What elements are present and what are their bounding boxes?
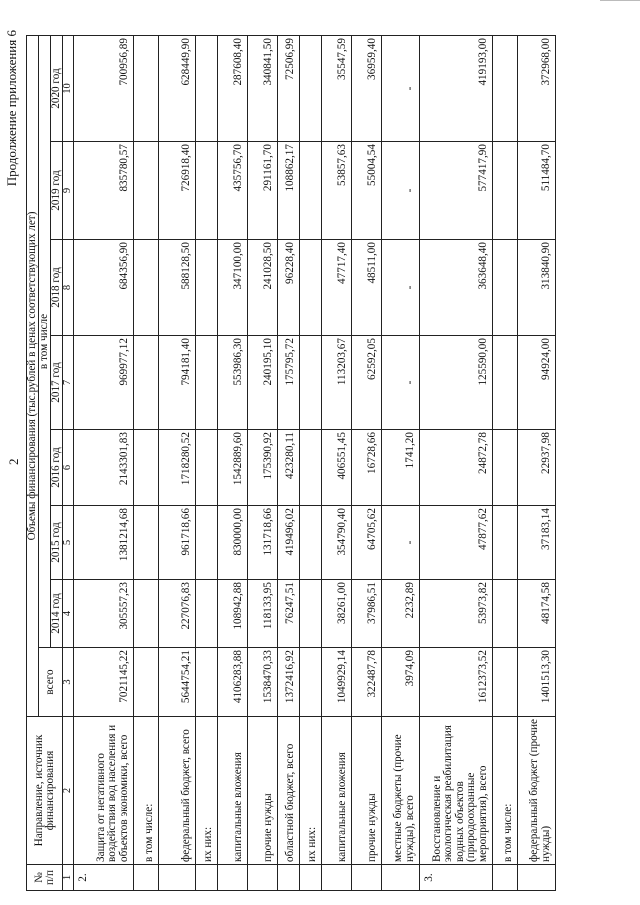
year-value-cell — [134, 36, 159, 142]
year-value-cell — [493, 336, 518, 430]
year-value-cell — [196, 336, 218, 430]
total-cell: 1049929,14 — [322, 648, 352, 717]
year-value-cell: 726918,40 — [159, 142, 196, 240]
header-year: 2015 год — [51, 506, 63, 580]
table-row — [218, 36, 248, 891]
column-number: 8 — [63, 240, 74, 336]
year-value-cell — [493, 36, 518, 142]
year-value-cell: 175795,72 — [278, 336, 300, 430]
year-value-cell — [300, 142, 322, 240]
year-value-cell: 22937,98 — [518, 430, 556, 506]
column-number: 10 — [63, 36, 74, 142]
header-year: 2017 год — [51, 336, 63, 430]
year-value-cell — [134, 506, 159, 580]
year-value-cell: 53857,63 — [322, 142, 352, 240]
row-number — [518, 865, 556, 891]
total-cell: 5644754,21 — [159, 648, 196, 717]
year-value-cell: 969977,12 — [74, 336, 134, 430]
year-value-cell — [196, 36, 218, 142]
table-row — [420, 36, 493, 891]
column-number: 7 — [63, 336, 74, 430]
table-row — [196, 36, 218, 891]
year-value-cell: 2232,89 — [382, 580, 420, 648]
header-year: 2016 год — [51, 430, 63, 506]
header-no: № п/п — [27, 865, 63, 891]
year-value-cell: 684356,90 — [74, 240, 134, 336]
total-cell: 1372416,92 — [278, 648, 300, 717]
year-value-cell: - — [382, 240, 420, 336]
year-value-cell: - — [382, 336, 420, 430]
year-value-cell: 227076,83 — [159, 580, 196, 648]
year-value-cell: 313840,90 — [518, 240, 556, 336]
year-value-cell: 76247,51 — [278, 580, 300, 648]
year-value-cell: 577417,90 — [420, 142, 493, 240]
year-value-cell: 131718,66 — [248, 506, 278, 580]
row-label: федеральный бюджет, всего — [159, 717, 196, 865]
year-value-cell: - — [382, 142, 420, 240]
year-value-cell: 354790,40 — [322, 506, 352, 580]
total-cell: 1538470,33 — [248, 648, 278, 717]
year-value-cell — [196, 430, 218, 506]
row-number — [300, 865, 322, 891]
row-number — [196, 865, 218, 891]
table-row — [248, 36, 278, 891]
year-value-cell: 419496,02 — [278, 506, 300, 580]
column-number: 3 — [63, 648, 74, 717]
year-value-cell: 423280,11 — [278, 430, 300, 506]
column-number: 5 — [63, 506, 74, 580]
total-cell — [196, 648, 218, 717]
year-value-cell: 48511,00 — [352, 240, 382, 336]
year-value-cell: 64705,62 — [352, 506, 382, 580]
column-number: 9 — [63, 142, 74, 240]
year-value-cell: 435756,70 — [218, 142, 248, 240]
year-value-cell: - — [382, 36, 420, 142]
row-number — [278, 865, 300, 891]
table-row — [518, 36, 556, 891]
year-value-cell: 37183,14 — [518, 506, 556, 580]
year-value-cell: 240195,10 — [248, 336, 278, 430]
year-value-cell — [196, 240, 218, 336]
row-label: в том числе: — [493, 717, 518, 865]
year-value-cell: 372968,00 — [518, 36, 556, 142]
year-value-cell: 363648,40 — [420, 240, 493, 336]
year-value-cell: 347100,00 — [218, 240, 248, 336]
year-value-cell — [300, 580, 322, 648]
table-row — [159, 36, 196, 891]
year-value-cell: 1718280,52 — [159, 430, 196, 506]
year-value-cell — [134, 336, 159, 430]
year-value-cell: 35547,59 — [322, 36, 352, 142]
financing-table — [26, 35, 556, 891]
header-year: 2014 год — [51, 580, 63, 648]
year-value-cell: 47717,40 — [322, 240, 352, 336]
row-label: федеральный бюджет (прочие нужды) — [518, 717, 556, 865]
row-number — [322, 865, 352, 891]
year-value-cell: 305557,23 — [74, 580, 134, 648]
year-value-cell: 830000,00 — [218, 506, 248, 580]
year-value-cell: 38261,00 — [322, 580, 352, 648]
year-value-cell: 291161,70 — [248, 142, 278, 240]
year-value-cell: 175390,92 — [248, 430, 278, 506]
row-number — [493, 865, 518, 891]
year-value-cell: 72506,99 — [278, 36, 300, 142]
column-number: 2 — [63, 717, 74, 865]
year-value-cell — [196, 580, 218, 648]
year-value-cell — [300, 240, 322, 336]
row-label: Защита от негативного воздействия вод населения и объектов экономики, всего — [74, 717, 134, 865]
row-number — [352, 865, 382, 891]
year-value-cell: 1741,20 — [382, 430, 420, 506]
year-value-cell — [196, 142, 218, 240]
year-value-cell — [300, 336, 322, 430]
table-row — [300, 36, 322, 891]
year-value-cell: 287608,40 — [218, 36, 248, 142]
year-value-cell — [300, 506, 322, 580]
table-row — [493, 36, 518, 891]
year-value-cell: 2143301,83 — [74, 430, 134, 506]
header-year: 2019 год — [51, 142, 63, 240]
year-value-cell: 794181,40 — [159, 336, 196, 430]
year-value-cell — [134, 142, 159, 240]
appendix-continuation: Продолжение приложения 6 — [4, 30, 19, 187]
column-number: 1 — [63, 865, 74, 891]
year-value-cell: 125590,00 — [420, 336, 493, 430]
year-value-cell: 835780,57 — [74, 142, 134, 240]
year-value-cell — [300, 430, 322, 506]
row-label: в том числе: — [134, 717, 159, 865]
row-label: капитальные вложения — [322, 717, 352, 865]
row-label: прочие нужды — [248, 717, 278, 865]
year-value-cell: 36959,40 — [352, 36, 382, 142]
year-value-cell: 24872,78 — [420, 430, 493, 506]
year-value-cell: 53973,82 — [420, 580, 493, 648]
year-value-cell — [300, 36, 322, 142]
total-cell: 1401513,30 — [518, 648, 556, 717]
year-value-cell: 108862,17 — [278, 142, 300, 240]
year-value-cell: 241028,50 — [248, 240, 278, 336]
year-value-cell — [134, 580, 159, 648]
header-including: в том числе — [39, 36, 51, 648]
year-value-cell: 16728,66 — [352, 430, 382, 506]
header-year: 2020 год — [51, 36, 63, 142]
year-value-cell — [493, 506, 518, 580]
header-direction: Направление, источник финансирования — [27, 717, 63, 865]
row-number — [159, 865, 196, 891]
year-value-cell: 588128,50 — [159, 240, 196, 336]
table-row — [352, 36, 382, 891]
year-value-cell: 48174,58 — [518, 580, 556, 648]
year-value-cell: 1381214,68 — [74, 506, 134, 580]
row-label: Восстановление и экологическая реабилитация водных объектов (природоохранные мероприятия), всего — [420, 717, 493, 865]
year-value-cell — [493, 142, 518, 240]
row-label: прочие нужды — [352, 717, 382, 865]
total-cell: 7021145,22 — [74, 648, 134, 717]
year-value-cell: 47877,62 — [420, 506, 493, 580]
table-row — [382, 36, 420, 891]
row-number — [382, 865, 420, 891]
row-label: их них: — [300, 717, 322, 865]
total-cell: 322487,78 — [352, 648, 382, 717]
year-value-cell — [196, 506, 218, 580]
year-value-cell: 113203,67 — [322, 336, 352, 430]
total-cell — [300, 648, 322, 717]
total-cell: 3974,09 — [382, 648, 420, 717]
row-label: капитальные вложения — [218, 717, 248, 865]
year-value-cell: 62592,05 — [352, 336, 382, 430]
year-value-cell — [134, 240, 159, 336]
table-row — [74, 36, 134, 891]
total-cell: 4106283,88 — [218, 648, 248, 717]
table-row — [134, 36, 159, 891]
column-number: 4 — [63, 580, 74, 648]
year-value-cell: 55004,54 — [352, 142, 382, 240]
year-value-cell: 553986,30 — [218, 336, 248, 430]
year-value-cell — [493, 430, 518, 506]
row-number — [248, 865, 278, 891]
year-value-cell: 340841,50 — [248, 36, 278, 142]
year-value-cell: 961718,66 — [159, 506, 196, 580]
total-cell — [134, 648, 159, 717]
table-row — [278, 36, 300, 891]
year-value-cell — [493, 240, 518, 336]
row-label: местные бюджеты (прочие нужды), всего — [382, 717, 420, 865]
year-value-cell: 1542889,60 — [218, 430, 248, 506]
header-year: 2018 год — [51, 240, 63, 336]
page-number: 2 — [6, 458, 21, 465]
total-cell — [493, 648, 518, 717]
header-volumes: Объемы финансирования (тыс.рублей в ценах соответствующих лет) — [27, 36, 39, 717]
row-number: 3. — [420, 865, 493, 891]
year-value-cell: 700956,89 — [74, 36, 134, 142]
total-cell: 1612373,52 — [420, 648, 493, 717]
year-value-cell: 511484,70 — [518, 142, 556, 240]
table-row — [322, 36, 352, 891]
column-number: 6 — [63, 430, 74, 506]
row-number — [134, 865, 159, 891]
year-value-cell: 94924,00 — [518, 336, 556, 430]
year-value-cell: 118133,95 — [248, 580, 278, 648]
header-total: всего — [39, 648, 63, 717]
row-number — [218, 865, 248, 891]
year-value-cell: - — [382, 506, 420, 580]
year-value-cell: 419193,00 — [420, 36, 493, 142]
row-label: областной бюджет, всего — [278, 717, 300, 865]
year-value-cell: 37986,51 — [352, 580, 382, 648]
table-body — [74, 36, 556, 891]
year-value-cell: 628449,90 — [159, 36, 196, 142]
year-value-cell — [493, 580, 518, 648]
row-number: 2. — [74, 865, 134, 891]
year-value-cell — [134, 430, 159, 506]
year-value-cell: 108942,88 — [218, 580, 248, 648]
row-label: их них: — [196, 717, 218, 865]
year-value-cell: 96228,40 — [278, 240, 300, 336]
year-value-cell: 406551,45 — [322, 430, 352, 506]
